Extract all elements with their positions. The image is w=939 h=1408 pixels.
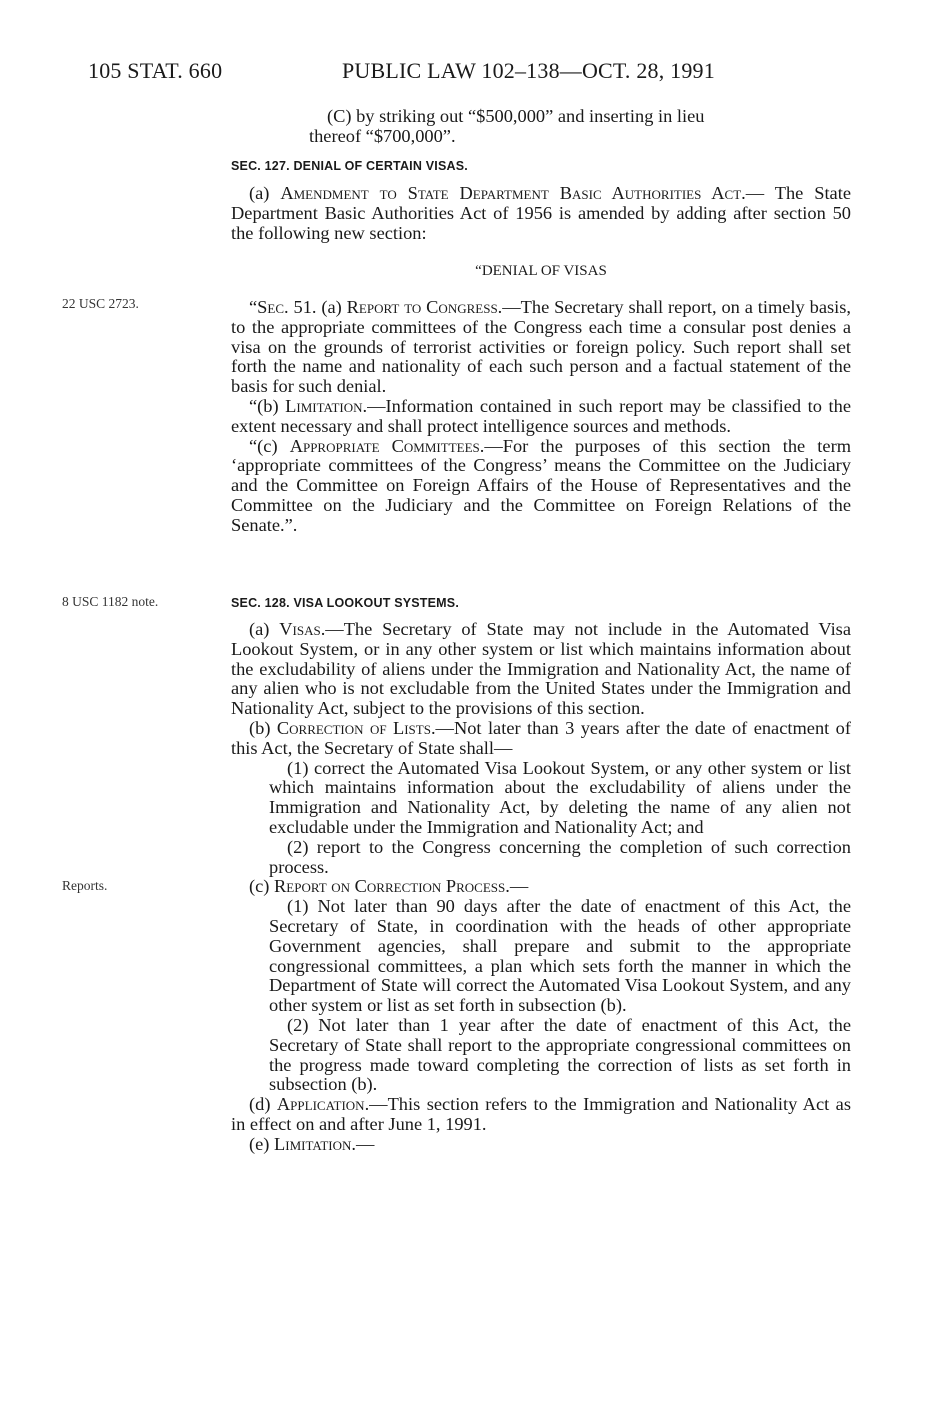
sec128-c1-paragraph: (1) Not later than 90 days after the date of enactment of this Act, the Secretary of State, in coordination with the heads of other appropriate Government agencies, shall prepare and submit to the appropriate congressional committees, a plan which sets forth the manner in which the Department of State will correct the Automated Visa Lookout System, and any other system or list as set forth in subsection (b). <box>269 896 851 1016</box>
sec128-e-dash: — <box>355 1133 375 1154</box>
page-running-title: PUBLIC LAW 102–138—OCT. 28, 1991 <box>342 58 715 83</box>
sec51-b-label: “(b) <box>249 395 286 416</box>
sec51-c-label: “(c) <box>249 435 290 456</box>
sec127-a-heading: Amendment to State Department Basic Authorities Act. <box>280 183 746 203</box>
sec51-a-text: —The Secretary shall report, on a timely basis, to the appropriate committees of the Congress each time a consular post denies a visa on the grounds of terrorist activities or foreign policy. Such report shall set forth the name and nationality of each such person and a factual statement of the basis for such denial. <box>231 297 851 397</box>
continuation-block <box>231 107 851 147</box>
sec51-b-heading: Limitation. <box>285 395 368 416</box>
sec51-b-paragraph <box>231 397 851 437</box>
margin-note-22usc2723: 22 USC 2723. <box>62 296 139 311</box>
sec128-c-paragraph <box>231 877 851 897</box>
sec128-c-dash: — <box>509 876 529 897</box>
sec51-quote: “ <box>249 297 258 317</box>
sec128-a-paragraph <box>231 620 851 719</box>
sec128-b-heading: Correction of Lists. <box>276 717 436 738</box>
sec128-b2-paragraph: (2) report to the Congress concerning the completion of such correction process. <box>269 836 851 877</box>
sec51-a-heading: Report to Congress. <box>346 297 503 317</box>
sec51-sec-label: Sec <box>257 297 285 317</box>
sec128-d-text: —This section refers to the Immigration and Nationality Act as in effect on and after June 1, 1991. <box>231 1094 851 1134</box>
sec51-c-text: —For the purposes of this section the term ‘appropriate committees of the Congress’ means the Committee on the Judiciary and the Committee on Foreign Affairs of the House of Representatives and the Committee on the Judiciary and the Committee on Foreign Relations of the Senate.”. <box>231 435 852 535</box>
sec51-a-paragraph <box>231 298 851 397</box>
sec128-b-paragraph <box>231 719 851 759</box>
sec127-a-paragraph <box>231 184 851 243</box>
margin-note-reports: Reports. <box>62 878 108 893</box>
sec128-b1-paragraph: (1) correct the Automated Visa Lookout System, or any other system or list which maintains information about the excludability of aliens under the Immigration and Nationality Act, by deleting the name of any alien not excludable under the Immigration and Nationality Act; and <box>269 757 851 837</box>
sec128-d-label: (d) <box>249 1094 277 1115</box>
sec128-e-paragraph <box>231 1135 851 1155</box>
sec127-heading: SEC. 127. DENIAL OF CERTAIN VISAS. <box>231 159 468 173</box>
sec128-heading: SEC. 128. VISA LOOKOUT SYSTEMS. <box>231 596 460 610</box>
sec128-block <box>231 620 851 1155</box>
clause-c-line2: thereof “$700,000”. <box>309 125 456 146</box>
sec128-d-heading: Application. <box>276 1094 370 1115</box>
sec128-e-label: (e) <box>249 1133 275 1154</box>
sec51-c-heading: Appropriate Committees. <box>289 435 485 456</box>
sec51-b-text: —Information contained in such report may be classified to the extent necessary and shall protect intelligence sources and methods. <box>231 395 851 436</box>
sec128-c-heading: Report on Correction Process. <box>274 876 510 897</box>
new-section-title: “DENIAL OF VISAS <box>475 263 607 279</box>
sec128-d-paragraph <box>231 1095 851 1135</box>
sec128-e-heading: Limitation. <box>274 1133 356 1154</box>
sec127-a-text: — The State Department Basic Authorities Act of 1956 is amended by adding after section 50 the following new section: <box>231 183 851 243</box>
margin-note-8usc1182: 8 USC 1182 note. <box>62 594 159 609</box>
sec127-a-label: (a) <box>249 183 281 203</box>
sec128-a-label: (a) <box>249 619 280 639</box>
sec128-c2-paragraph: (2) Not later than 1 year after the date of enactment of this Act, the Secretary of State shall report to the appropriate congressional committees on the progress made toward completing the correction of lists as set forth in subsection (b). <box>269 1014 851 1095</box>
sec51-block <box>231 298 851 536</box>
sec127-subsection-a <box>231 184 851 243</box>
sec51-number: . 51. (a) <box>284 297 347 317</box>
sec128-a-heading: Visas. <box>279 619 326 639</box>
sec128-a-text: —The Secretary of State may not include in the Automated Visa Lookout System, or in any other system or list which maintains information about the excludability of aliens under the Immigration and Nationality Act, the name of any alien who is not excludable from the United States under the Immigration and Nationality Act, subject to the provisions of this section. <box>231 619 851 719</box>
page-stat-number: 105 STAT. 660 <box>88 58 223 83</box>
sec128-b-label: (b) <box>249 717 277 738</box>
sec128-b-text: —Not later than 3 years after the date of enactment of this Act, the Secretary of State shall— <box>231 717 851 758</box>
clause-c-line1: (C) by striking out “$500,000” and inserting in lieu <box>327 106 705 126</box>
sec128-c-label: (c) <box>249 876 275 897</box>
sec51-c-paragraph <box>231 437 851 536</box>
